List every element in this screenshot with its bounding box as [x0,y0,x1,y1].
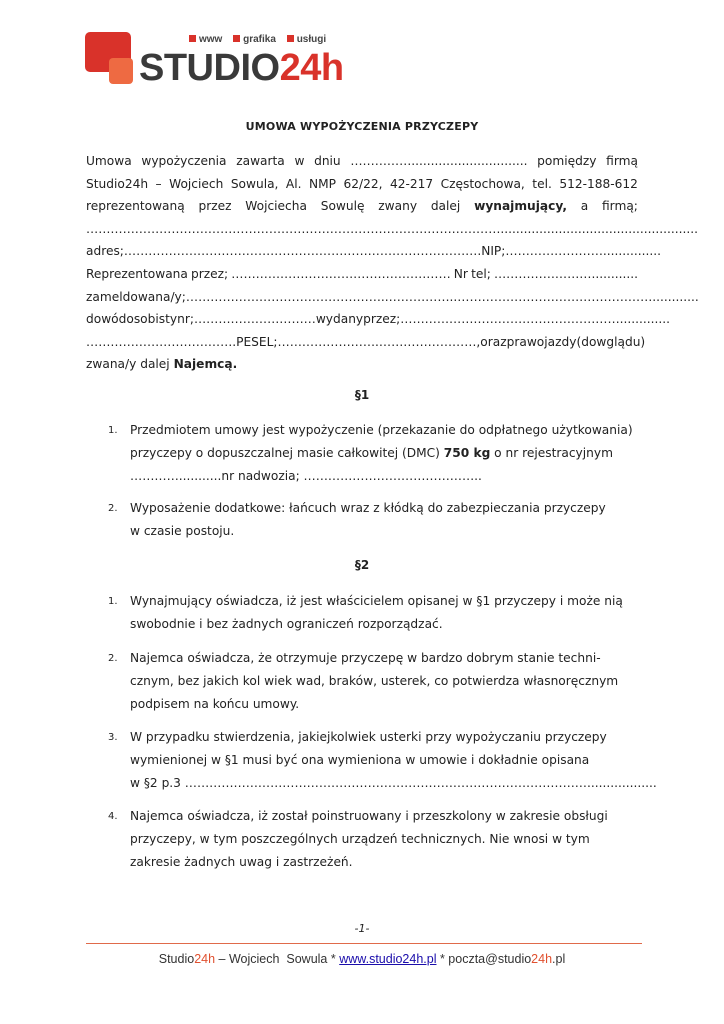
item-line: wymienionej w §1 musi być ona wymieniona w umowie i dokładnie opisana [130,753,590,767]
item-line: cznym, bez jakich kol wiek wad, braków, usterek, co potwierdza własnoręcznym [130,674,619,688]
intro-line-6: Reprezentowana przez; ……………………………………………… Nr tel; ……………………............ [86,263,638,286]
page-number: -1- [354,922,370,935]
representative-blank: ……………………………………………… [231,266,451,281]
intro-line-10: zwana/y dalej Najemcą. [86,353,638,376]
id-number-blank: …………………………wydany [193,312,364,327]
intro-line-2: Studio24h – Wojciech Sowula, Al. NMP 62/22, 42-217 Częstochowa, tel. 512-188-612 [86,176,638,191]
pesel-blank: …………………….……………………, [277,334,481,349]
lessor-term: wynajmujący, [474,199,567,214]
square-bullet-icon [189,35,196,42]
item-line: przyczepy o dopuszczalnej masie całkowitej (DMC) 750 kg o nr rejestracyjnym [130,446,613,460]
company-logo [85,32,365,94]
logo-mark [85,32,135,87]
intro-line-8: dowód osobisty nr; …………………………wydany przez; ………………………………………………............. [86,308,638,331]
item-line: Przedmiotem umowy jest wypożyczenie (przekazanie do odpłatnego użytkowania) [130,423,633,437]
section-2-heading: §2 [354,558,370,572]
intro-line-9: ………………………………. PESEL; …………………….……………………, oraz prawo jazdy (do wglądu) [86,331,638,354]
item-number: 2. [108,653,118,664]
square-bullet-icon [287,35,294,42]
item-line: przyczepy, w tym poszczególnych urządzeń technicznych. Nie wnosi w tym [130,832,590,846]
item-number: 1. [108,596,118,607]
item-line: Najemca oświadcza, iż został poinstruowany i przeszkolony w zakresie obsługi [130,809,608,823]
square-bullet-icon [233,35,240,42]
page-footer: Studio24h – Wojciech Sowula * www.studio24h.pl * poczta@studio24h.pl [158,952,566,966]
item-number: 3. [108,732,118,743]
dmc-value: 750 kg [443,446,491,460]
item-number: 4. [108,811,118,822]
item-line: w czasie postoju. [130,524,235,538]
intro-line-1: Umowa wypożyczenia zawarta w dniu …………….............................. pomiędzy firmą [86,150,638,173]
item-line: zakresie żadnych uwag i zastrzeżeń. [130,855,353,869]
logo-square-small [109,58,133,84]
item-number: 2. [108,503,118,514]
document-title: UMOWA WYPOŻYCZENIA PRZYCZEPY [245,120,479,133]
logo-tag-www: www [189,34,222,45]
contract-intro [86,150,699,376]
date-blank: …………….............................. [350,154,528,168]
logo-tag-uslugi: usługi [287,34,326,45]
address-blank: adres;……………………………………………………………………………. [86,244,482,259]
nip-blank: ……………………............... [505,244,662,259]
item-line: Wynajmujący oświadcza, iż jest właścicielem opisanej w §1 przyczepy i może nią [130,594,623,608]
item-line: Wyposażenie dodatkowe: łańcuch wraz z kłódką do zabezpieczania przyczepy [130,501,606,515]
item-line: podpisem na końcu umowy. [130,697,300,711]
item-line: w §2 p.3 ……………………………………………………………………………………….................. [130,776,657,790]
logo-wordmark: STUDIO24h [139,47,344,89]
footer-divider [86,943,642,944]
lessee-term: Najemcą. [173,357,238,372]
logo-tagline [189,34,334,45]
website-link[interactable]: www.studio24h.pl [339,952,437,966]
company-name-blank: …………………………………………………………………………………………................................................... [86,221,698,236]
section-1-heading: §1 [354,388,370,402]
item-number: 1. [108,425,118,436]
item-line: W przypadku stwierdzenia, jakiejkolwiek usterki przy wypożyczaniu przyczepy [130,730,607,744]
issuer-blank: ………………………………………………............. [400,312,671,327]
intro-line-5: adres;……………………………………………………………………………. NIP; ……………………............... [86,240,638,263]
item-line: swobodnie i bez żadnych ograniczeń rozporządzać. [130,617,443,631]
logo-tag-grafika: grafika [233,34,276,45]
intro-line-7: zameldowana/y; …………………………………………..……………..…………………………………………............ [86,286,638,309]
item-line: Najemca oświadcza, że otrzymuje przyczepę w bardzo dobrym stanie techni- [130,651,601,665]
item-line: …………...........nr nadwozia; …………………………………….. [130,469,482,483]
intro-line-3: reprezentowaną przez Wojciecha Sowulę zwany dalej wynajmujący, a firmą; [86,195,638,218]
residence-blank: …………………………………………..……………..…………………………………………............ [185,289,699,304]
phone-blank: ……………………............ [493,266,638,281]
intro-line-4-blank [86,218,698,241]
